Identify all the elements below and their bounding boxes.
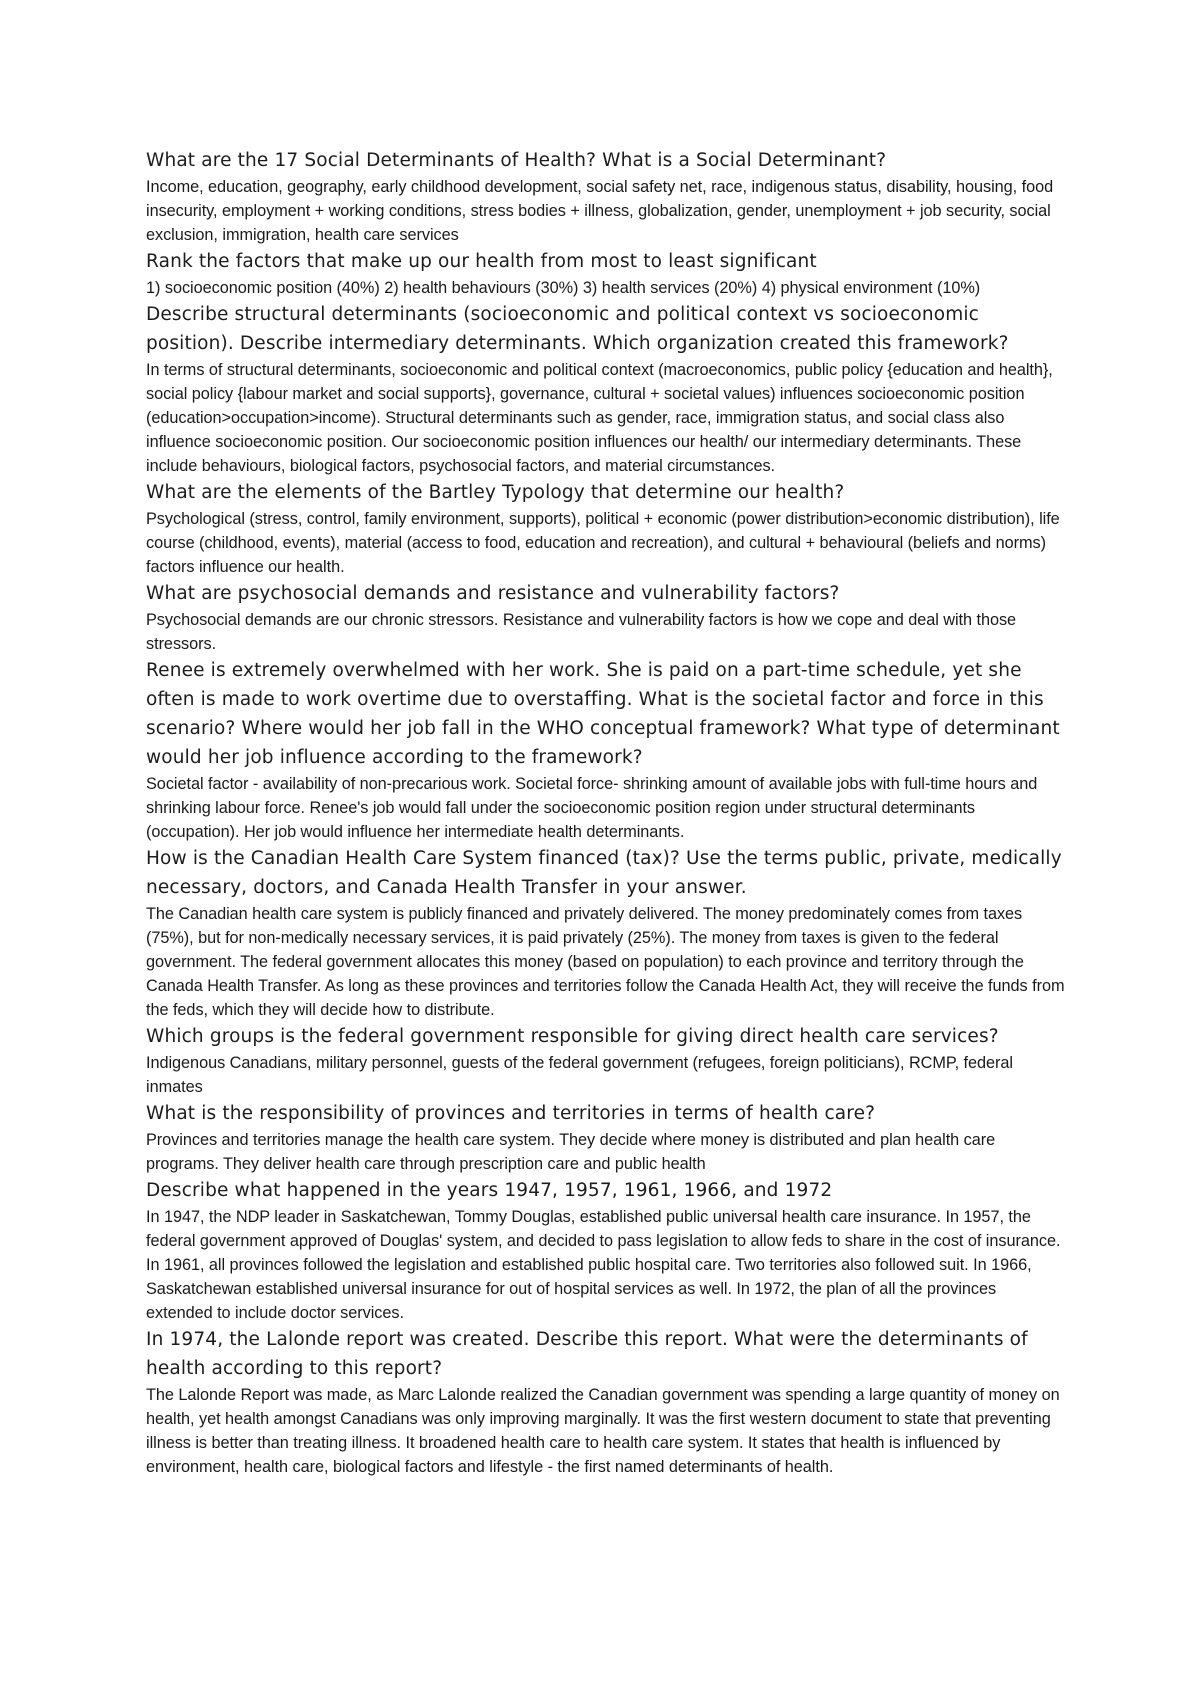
question-text: Which groups is the federal government responsible for giving direct health care services?	[146, 1026, 999, 1047]
qa-item	[146, 1022, 1066, 1099]
answer-text: The Canadian health care system is publicly financed and privately delivered. The money predominately comes from taxes (75%), but for non-medically necessary services, it is paid privately (25%). The money from taxes is given to the federal government. The federal government allocates this money (based on population) to each province and territory through the Canada Health Transfer. As long as these provinces and territories follow the Canada Health Act, they will receive the funds from the feds, which they will decide how to distribute.	[146, 905, 1065, 1019]
question-text: Rank the factors that make up our health from most to least significant	[146, 251, 817, 272]
qa-item	[146, 579, 1066, 656]
qa-item	[146, 247, 1066, 300]
qa-item	[146, 844, 1066, 1022]
qa-item	[146, 1176, 1066, 1325]
answer-text: The Lalonde Report was made, as Marc Lalonde realized the Canadian government was spending a large quantity of money on health, yet health amongst Canadians was only improving marginally. It was the first western document to state that preventing illness is better than treating illness. It broadened health care to health care system. It states that health is influenced by environment, health care, biological factors and lifestyle - the first named determinants of health.	[146, 1386, 1060, 1476]
qa-item	[146, 1325, 1066, 1479]
question-text: Describe what happened in the years 1947, 1957, 1961, 1966, and 1972	[146, 1180, 833, 1201]
answer-text: Income, education, geography, early childhood development, social safety net, race, indigenous status, disability, housing, food insecurity, employment + working conditions, stress bodies + illness, globalization, gender, unemployment + job security, social exclusion, immigration, health care services	[146, 178, 1054, 244]
question-text: Renee is extremely overwhelmed with her work. She is paid on a part-time schedule, yet she often is made to work overtime due to overstaffing. What is the societal factor and force in this scenario? Where would her job fall in the WHO conceptual framework? What type of determinant would her job influence according to the framework?	[146, 660, 1060, 768]
question-text: What is the responsibility of provinces and territories in terms of health care?	[146, 1103, 876, 1124]
question-text: What are the elements of the Bartley Typology that determine our health?	[146, 482, 845, 503]
answer-text: In terms of structural determinants, socioeconomic and political context (macroeconomics, public policy {education and health}, social policy {labour market and social supports}, governance, cultural + societal values) influences socioeconomic position (education>occupation>income). Structural determinants such as gender, race, immigration status, and social class also influence socioeconomic position. Our socioeconomic position influences our health/ our intermediary determinants. These include behaviours, biological factors, psychosocial factors, and material circumstances.	[146, 361, 1053, 475]
answer-text: Indigenous Canadians, military personnel, guests of the federal government (refugees, foreign politicians), RCMP, federal inmates	[146, 1054, 1013, 1096]
answer-text: Societal factor - availability of non-precarious work. Societal force- shrinking amount of available jobs with full-time hours and shrinking labour force. Renee's job would fall under the socioeconomic position region under structural determinants (occupation). Her job would influence her intermediate health determinants.	[146, 775, 1038, 841]
question-text: What are the 17 Social Determinants of Health? What is a Social Determinant?	[146, 150, 887, 171]
qa-item	[146, 1099, 1066, 1176]
answer-text: In 1947, the NDP leader in Saskatchewan, Tommy Douglas, established public universal health care insurance. In 1957, the federal government approved of Douglas' system, and decided to pass legislation to allow feds to share in the cost of insurance. In 1961, all provinces followed the legislation and established public hospital care. Two territories also followed suit. In 1966, Saskatchewan established universal insurance for out of hospital services as well. In 1972, the plan of all the provinces extended to include doctor services.	[146, 1208, 1061, 1322]
question-text: In 1974, the Lalonde report was created. Describe this report. What were the determinants of health according to this report?	[146, 1329, 1028, 1379]
qa-item	[146, 478, 1066, 579]
question-text: How is the Canadian Health Care System financed (tax)? Use the terms public, private, medically necessary, doctors, and Canada Health Transfer in your answer.	[146, 848, 1062, 898]
answer-text: 1) socioeconomic position (40%) 2) health behaviours (30%) 3) health services (20%) 4) physical environment (10%)	[146, 279, 981, 297]
answer-text: Psychological (stress, control, family environment, supports), political + economic (power distribution>economic distribution), life course (childhood, events), material (access to food, education and recreation), and cultural + behavioural (beliefs and norms) factors influence our health.	[146, 510, 1060, 576]
qa-item	[146, 146, 1066, 247]
answer-text: Provinces and territories manage the health care system. They decide where money is distributed and plan health care programs. They deliver health care through prescription care and public health	[146, 1131, 996, 1173]
question-text: What are psychosocial demands and resistance and vulnerability factors?	[146, 583, 840, 604]
qa-item	[146, 300, 1066, 478]
study-notes	[146, 146, 1066, 1479]
answer-text: Psychosocial demands are our chronic stressors. Resistance and vulnerability factors is how we cope and deal with those stressors.	[146, 611, 1017, 653]
question-text: Describe structural determinants (socioeconomic and political context vs socioeconomic position). Describe intermediary determinants. Which organization created this framework?	[146, 304, 1009, 354]
qa-item	[146, 656, 1066, 844]
